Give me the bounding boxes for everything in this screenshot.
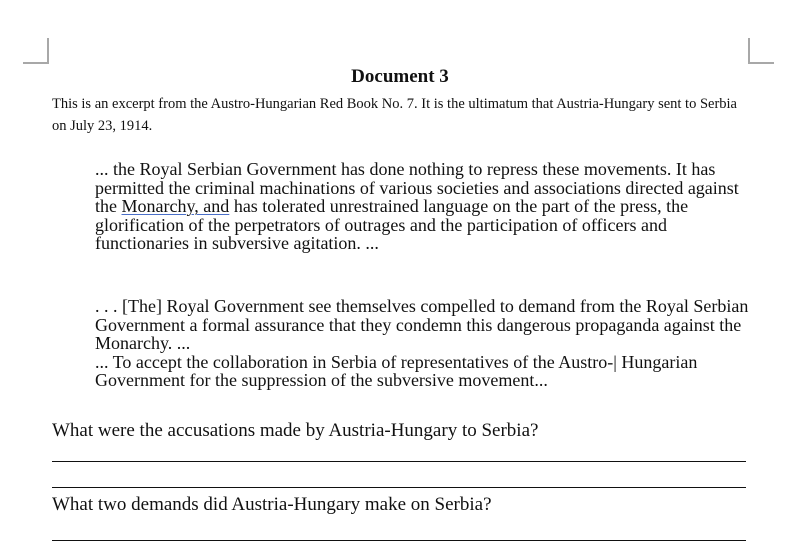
quote-paragraph-1 [95, 160, 755, 253]
document-title: Document 3 [351, 66, 449, 87]
answer-line[interactable] [52, 461, 746, 462]
document-intro: This is an excerpt from the Austro-Hungarian Red Book No. 7. It is the ultimatum that Austria-Hungary sent to Serbia on July 23, 1914. [52, 96, 737, 134]
question-2: What two demands did Austria-Hungary make on Serbia? [52, 494, 492, 515]
quote-text: ... To accept the collaboration in Serbia of representatives of the Austro-| Hungarian Government for the suppression of the subversive movement... [95, 351, 698, 390]
quote-text: has tolerated unrestrained language on the part of the press, the glorification of the perpetrators of outrages and the participation of officers and functionaries in subversive agitation. ... [95, 196, 689, 253]
quote-text: ... the Royal Serbian Government has done nothing to repress these movements. It has permitted the criminal machinations of various societies and associations directed against the [95, 159, 739, 216]
answer-line[interactable] [52, 540, 746, 541]
quote-paragraph-2 [95, 297, 755, 390]
crop-mark-top-right [748, 38, 774, 64]
question-1: What were the accusations made by Austria-Hungary to Serbia? [52, 420, 539, 441]
crop-mark-top-left [23, 38, 49, 64]
spellcheck-underlined-text[interactable]: Monarchy, and [121, 196, 230, 216]
answer-line[interactable] [52, 487, 746, 488]
quote-text: . . . [The] Royal Government see themselves compelled to demand from the Royal Serbian Government a formal assurance that they condemn this dangerous propaganda against the Monarchy. ... [95, 296, 749, 353]
